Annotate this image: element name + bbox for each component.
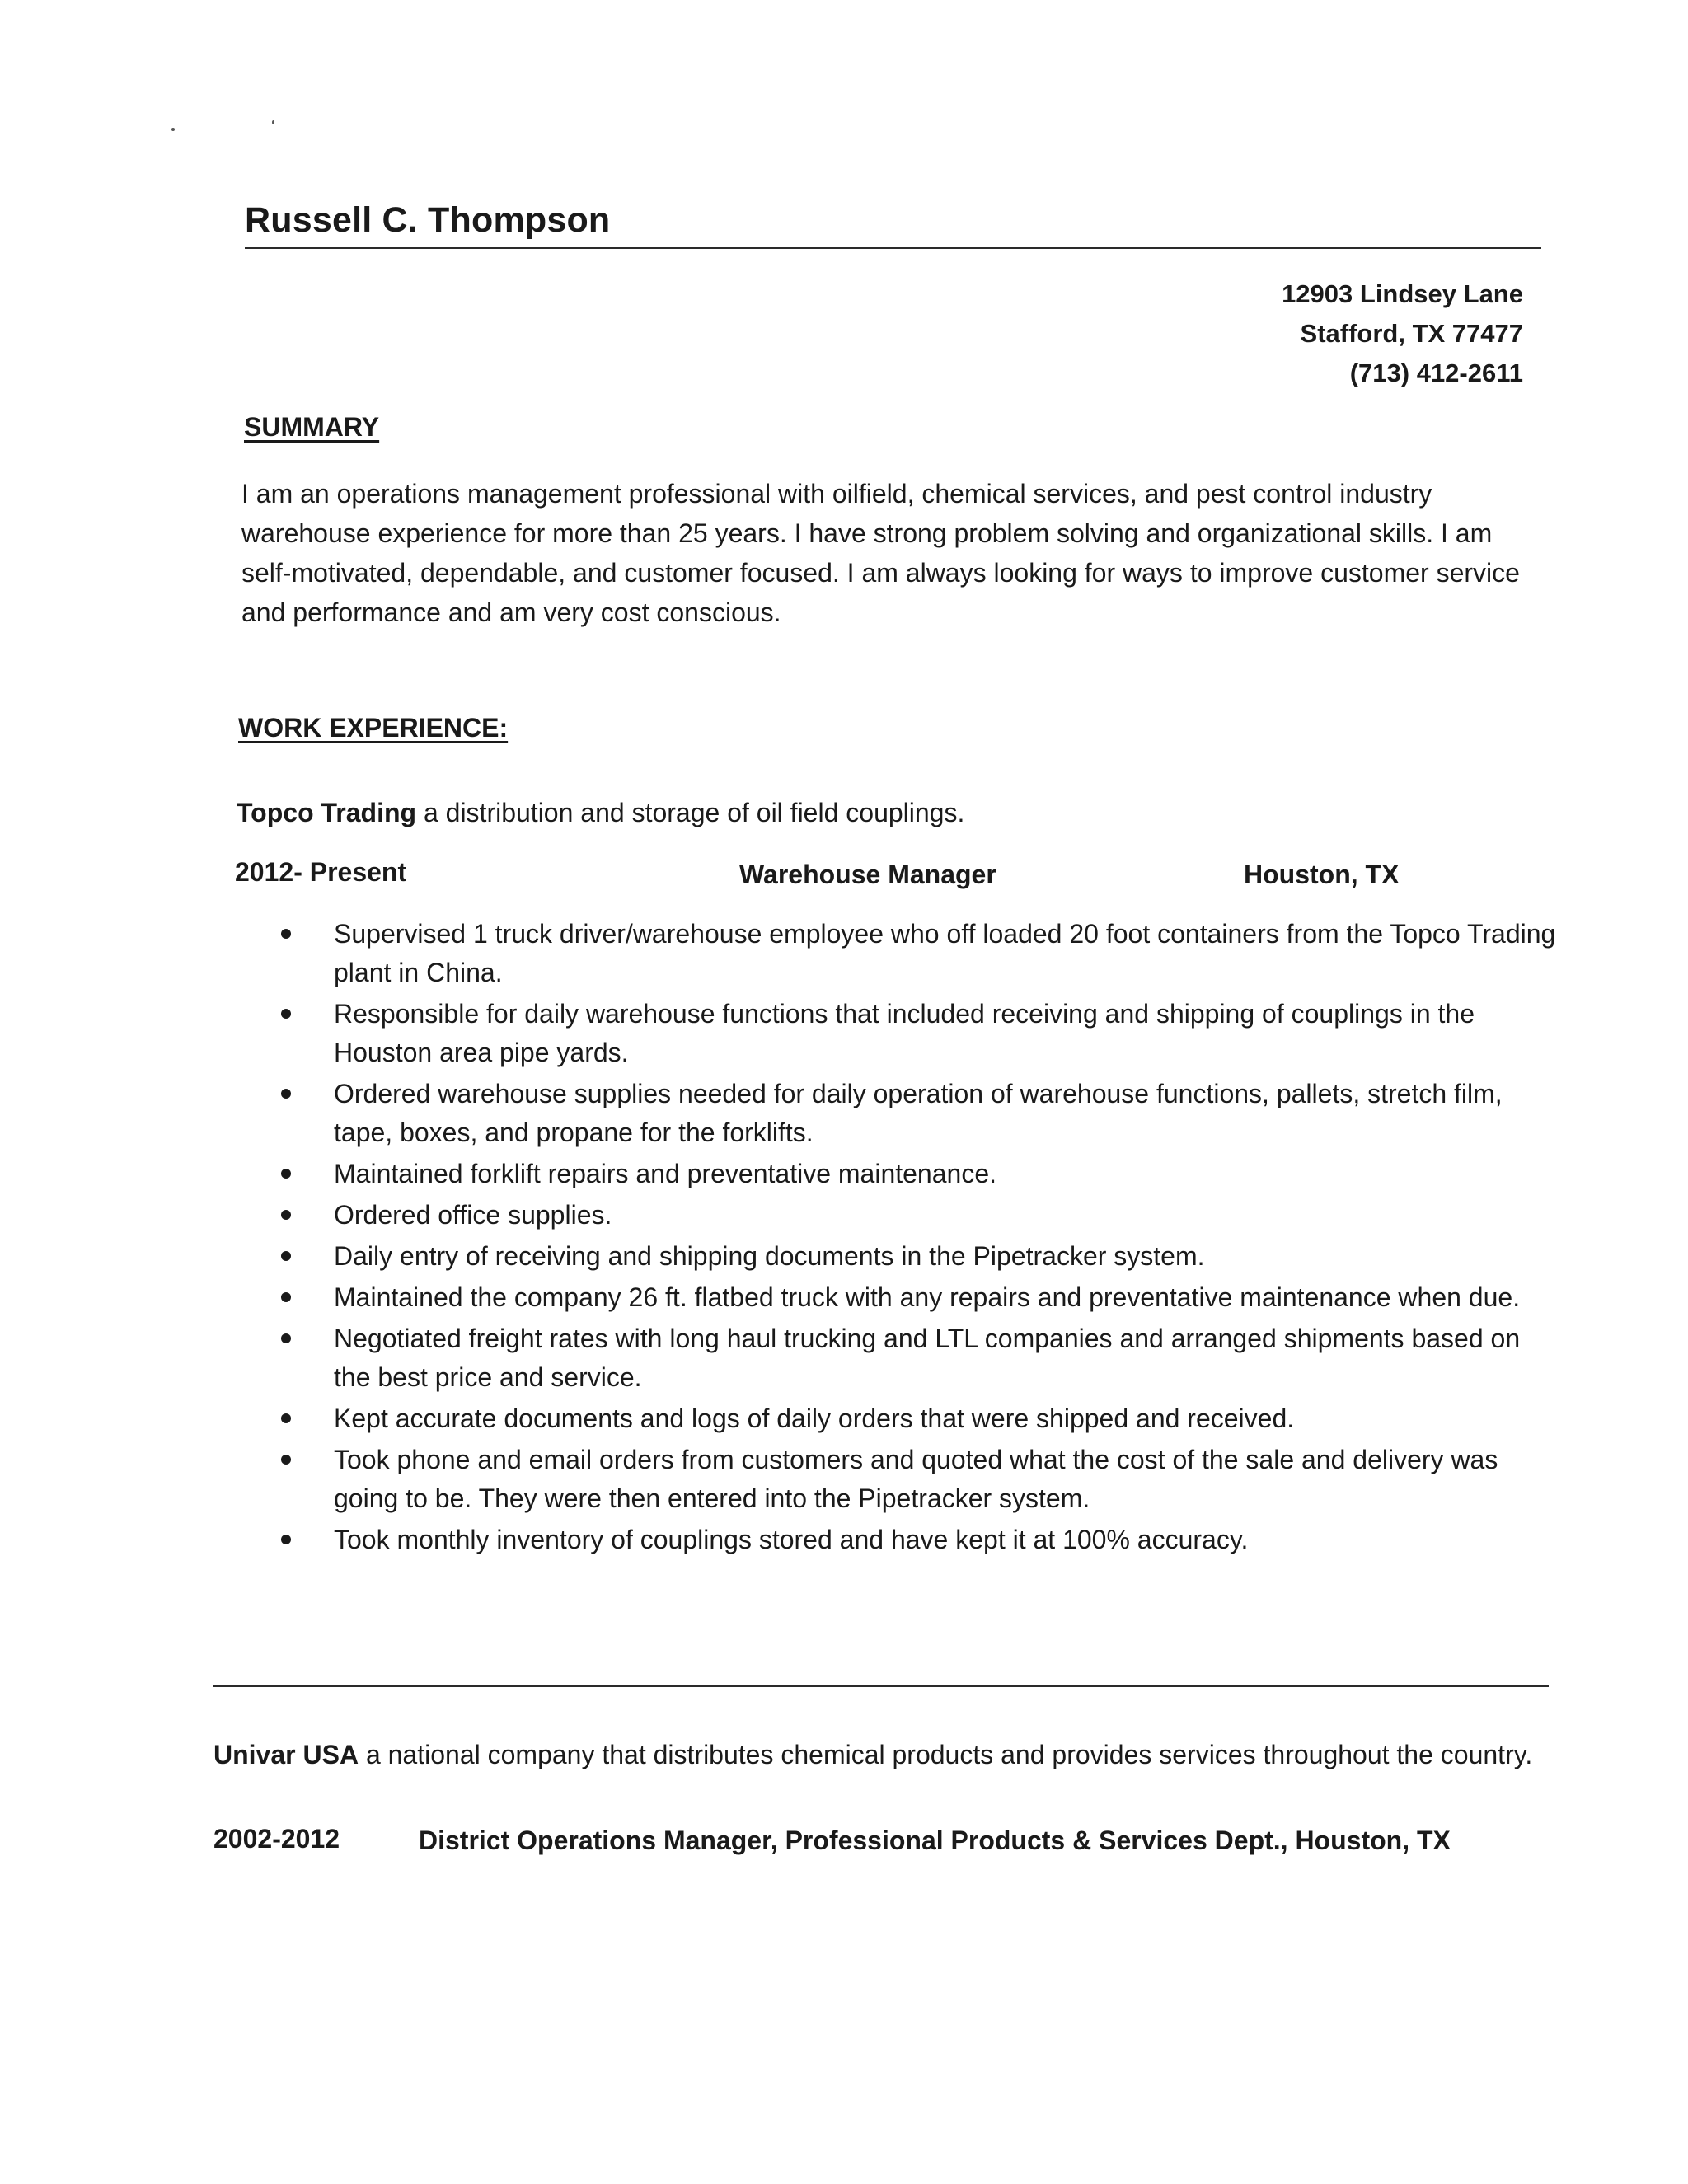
company-line-topco: [237, 793, 1555, 832]
scan-speck: [272, 120, 274, 124]
list-item: Took phone and email orders from customers and quoted what the cost of the sale and delivery was going to be. They were then entered into the Pipetracker system.: [276, 1441, 1562, 1518]
list-item: Ordered office supplies.: [276, 1196, 1562, 1235]
list-item: Supervised 1 truck driver/warehouse employee who off loaded 20 foot containers from the Topco Trading plant in China.: [276, 915, 1562, 992]
bullet-icon: [281, 1169, 291, 1179]
scan-speck: [171, 128, 175, 131]
job-duties-list: [276, 915, 1562, 1562]
company-name: Topco Trading: [237, 798, 417, 827]
bullet-icon: [281, 929, 291, 939]
job-title-line: District Operations Manager, Professional Products & Services Dept., Houston, TX: [419, 1825, 1451, 1855]
applicant-name: Russell C. Thompson: [245, 200, 611, 240]
summary-text: I am an operations management professional with oilfield, chemical services, and pest control industry warehouse experience for more than 25 years. I have strong problem solving and organizational skills. I am self-motivated, dependable, and customer focused. I am always looking for ways to improve customer service and performance and am very cost conscious.: [241, 479, 1520, 627]
address-city: Stafford, TX 77477: [1300, 319, 1523, 348]
job-location: Houston, TX: [1244, 860, 1400, 889]
list-item: Maintained forklift repairs and preventative maintenance.: [276, 1155, 1562, 1193]
bullet-icon: [281, 1009, 291, 1019]
bullet-icon: [281, 1413, 291, 1423]
bullet-icon: [281, 1292, 291, 1302]
list-item: Ordered warehouse supplies needed for daily operation of warehouse functions, pallets, stretch film, tape, boxes, and propane for the forklifts.: [276, 1075, 1562, 1152]
bullet-icon: [281, 1089, 291, 1099]
section-divider: [213, 1685, 1549, 1687]
list-item: Responsible for daily warehouse functions that included receiving and shipping of couplings in the Houston area pipe yards.: [276, 995, 1562, 1072]
contact-block: [1282, 274, 1523, 393]
company-name: Univar USA: [213, 1740, 359, 1769]
phone-number: (713) 412-2611: [1349, 359, 1523, 387]
company-line-univar: [213, 1735, 1565, 1774]
bullet-icon: [281, 1333, 291, 1343]
company-description: a distribution and storage of oil field couplings.: [416, 798, 965, 827]
job-title: Warehouse Manager: [739, 860, 996, 889]
job-dates: 2012- Present: [235, 857, 407, 887]
list-item: Negotiated freight rates with long haul trucking and LTL companies and arranged shipments based on the best price and service.: [276, 1319, 1562, 1397]
bullet-icon: [281, 1455, 291, 1465]
work-experience-heading: WORK EXPERIENCE:: [238, 713, 509, 743]
bullet-icon: [281, 1535, 291, 1544]
name-divider: [245, 247, 1541, 249]
job-dates: 2002-2012: [213, 1824, 340, 1854]
list-item: Maintained the company 26 ft. flatbed truck with any repairs and preventative maintenance when due.: [276, 1278, 1562, 1317]
list-item: Kept accurate documents and logs of daily orders that were shipped and received.: [276, 1399, 1562, 1438]
bullet-icon: [281, 1210, 291, 1220]
bullet-icon: [281, 1251, 291, 1261]
company-description: a national company that distributes chemical products and provides services throughout the country.: [359, 1740, 1533, 1769]
list-item: Took monthly inventory of couplings stored and have kept it at 100% accuracy.: [276, 1521, 1562, 1559]
summary-heading: SUMMARY: [244, 412, 380, 442]
list-item: Daily entry of receiving and shipping documents in the Pipetracker system.: [276, 1237, 1562, 1276]
address-street: 12903 Lindsey Lane: [1282, 279, 1523, 308]
